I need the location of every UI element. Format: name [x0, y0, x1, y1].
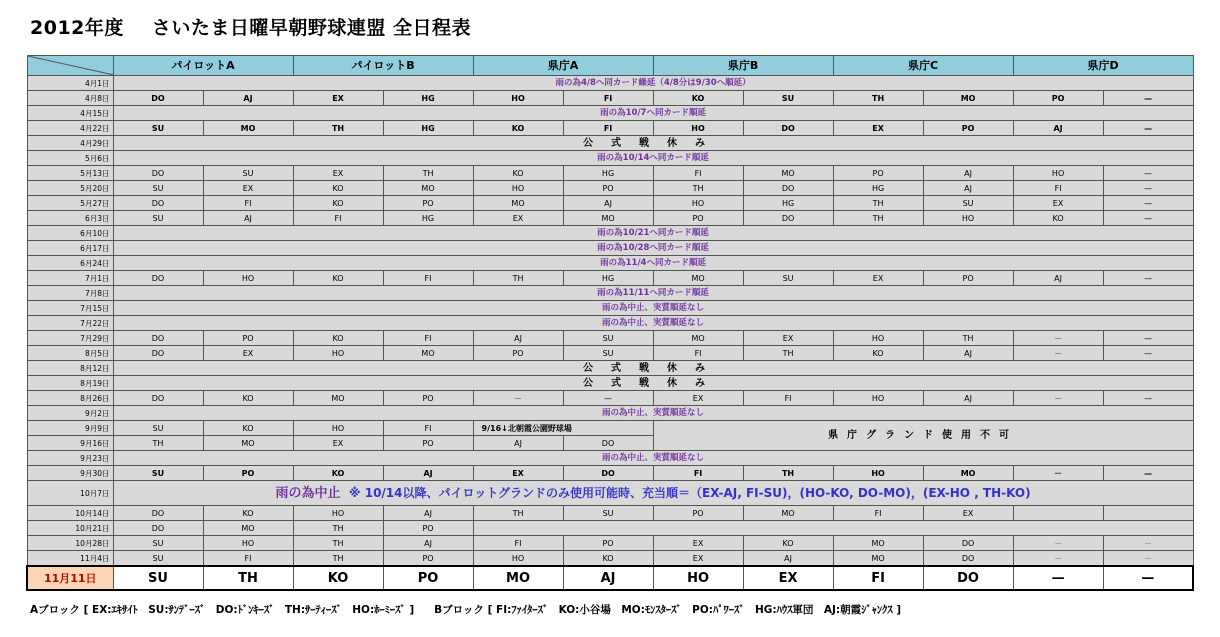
schedule-row: [27, 91, 1193, 106]
date-cell: 5月20日: [27, 181, 113, 196]
matchup-cell: EX: [833, 271, 923, 286]
matchup-cell: HO: [1013, 166, 1103, 181]
date-cell: 9月23日: [27, 451, 113, 466]
matchup-cell: FI: [383, 421, 473, 436]
matchup-cell: KO: [293, 196, 383, 211]
matchup-cell: FI: [473, 536, 563, 551]
matchup-cell: －: [1013, 346, 1103, 361]
schedule-row: [27, 181, 1193, 196]
matchup-cell: TH: [293, 551, 383, 567]
matchup-cell: AJ: [923, 346, 1013, 361]
matchup-cell: DO: [743, 211, 833, 226]
matchup-cell: MO: [473, 196, 563, 211]
schedule-row: [27, 226, 1193, 241]
matchup-cell: KO: [833, 346, 923, 361]
schedule-row: [27, 536, 1193, 551]
matchup-cell: PO: [383, 566, 473, 590]
matchup-cell: AJ: [743, 551, 833, 567]
date-cell: 8月5日: [27, 346, 113, 361]
matchup-cell: DO: [113, 391, 203, 406]
matchup-cell: KO: [563, 551, 653, 567]
header-team: パイロットB: [293, 56, 473, 76]
matchup-cell: EX: [743, 566, 833, 590]
date-cell: 10月21日: [27, 521, 113, 536]
date-cell: 6月10日: [27, 226, 113, 241]
header-team: パイロットA: [113, 56, 293, 76]
matchup-cell: －: [1013, 551, 1103, 567]
matchup-cell: AJ: [473, 331, 563, 346]
date-cell: 6月3日: [27, 211, 113, 226]
matchup-cell: FI: [203, 551, 293, 567]
matchup-cell: HO: [473, 551, 563, 567]
matchup-cell: FI: [563, 121, 653, 136]
schedule-row: [27, 271, 1193, 286]
matchup-cell: HO: [293, 346, 383, 361]
matchup-cell: MO: [653, 331, 743, 346]
matchup-cell: SU: [923, 196, 1013, 211]
schedule-row: [27, 106, 1193, 121]
schedule-row: [27, 241, 1193, 256]
header-row: [27, 56, 1193, 76]
matchup-cell: HO: [653, 121, 743, 136]
rain-message: 雨の為10/28へ同カード順延: [113, 241, 1193, 256]
matchup-cell: TH: [833, 91, 923, 106]
matchup-cell: EX: [923, 506, 1013, 521]
matchup-cell: EX: [653, 551, 743, 567]
matchup-cell: KO: [473, 121, 563, 136]
matchup-cell: HO: [293, 506, 383, 521]
matchup-cell: HO: [293, 421, 383, 436]
matchup-cell: DO: [113, 331, 203, 346]
date-cell: 6月24日: [27, 256, 113, 271]
matchup-cell: FI: [743, 391, 833, 406]
matchup-cell: —: [1103, 391, 1193, 406]
date-cell: 8月26日: [27, 391, 113, 406]
schedule-table: [26, 55, 1194, 591]
matchup-cell: DO: [113, 271, 203, 286]
matchup-cell: HO: [833, 331, 923, 346]
matchup-cell: SU: [563, 331, 653, 346]
matchup-cell: SU: [113, 421, 203, 436]
matchup-cell: KO: [473, 166, 563, 181]
matchup-cell: MO: [383, 346, 473, 361]
matchup-cell: —: [563, 391, 653, 406]
matchup-cell: DO: [563, 436, 653, 451]
no-game-message: 公式戦休み: [113, 376, 1193, 391]
title-year: 2012年度: [30, 17, 124, 39]
matchup-cell: —: [1103, 566, 1193, 590]
date-cell: 5月6日: [27, 151, 113, 166]
matchup-cell: MO: [653, 271, 743, 286]
schedule-row: [27, 196, 1193, 211]
date-cell: 10月14日: [27, 506, 113, 521]
matchup-cell: －: [1103, 551, 1193, 567]
date-cell: 7月8日: [27, 286, 113, 301]
matchup-cell: FI: [833, 566, 923, 590]
matchup-cell: SU: [203, 166, 293, 181]
matchup-cell: TH: [743, 466, 833, 481]
schedule-row: [27, 151, 1193, 166]
matchup-cell: MO: [473, 566, 563, 590]
date-cell: 7月29日: [27, 331, 113, 346]
matchup-cell: KO: [293, 271, 383, 286]
matchup-cell: EX: [653, 536, 743, 551]
matchup-cell: MO: [743, 506, 833, 521]
legend-b-block: Bブロック [ FI:ﾌｧｲﾀｰｽﾞ KO:小谷場 MO:ﾓﾝｽﾀｰｽﾞ PO:ﾊﾟﾜｰｽﾞ HG:ﾊｳｽ軍団 AJ:朝霞ｼﾞｬﾝｸｽ ]: [434, 604, 902, 616]
matchup-cell: MO: [563, 211, 653, 226]
matchup-cell: HO: [203, 271, 293, 286]
matchup-cell: MO: [293, 391, 383, 406]
matchup-cell: PO: [203, 466, 293, 481]
matchup-cell: PO: [833, 166, 923, 181]
header-team: 県庁D: [1013, 56, 1193, 76]
matchup-cell: HO: [203, 536, 293, 551]
cancel-notice: [113, 481, 1193, 506]
schedule-row: [27, 346, 1193, 361]
title-league: さいたま日曜早朝野球連盟 全日程表: [151, 17, 472, 39]
matchup-cell: KO: [293, 331, 383, 346]
matchup-cell: —: [1103, 166, 1193, 181]
matchup-cell: HO: [833, 466, 923, 481]
matchup-cell: AJ: [383, 536, 473, 551]
rain-message: 雨の為11/4へ同カード順延: [113, 256, 1193, 271]
schedule-row: [27, 211, 1193, 226]
matchup-cell: PO: [563, 536, 653, 551]
matchup-cell: TH: [833, 196, 923, 211]
matchup-cell: HG: [383, 91, 473, 106]
matchup-cell: AJ: [923, 391, 1013, 406]
matchup-cell: DO: [113, 166, 203, 181]
matchup-cell: －: [473, 391, 563, 406]
matchup-cell: DO: [743, 181, 833, 196]
schedule-row: [27, 316, 1193, 331]
matchup-cell: SU: [113, 551, 203, 567]
matchup-cell: —: [1103, 211, 1193, 226]
matchup-cell: AJ: [203, 91, 293, 106]
matchup-cell: AJ: [1013, 271, 1103, 286]
matchup-cell: AJ: [473, 436, 563, 451]
matchup-cell: PO: [923, 121, 1013, 136]
matchup-cell: HO: [923, 211, 1013, 226]
matchup-cell: DO: [563, 466, 653, 481]
matchup-cell: HG: [383, 211, 473, 226]
schedule-row: [27, 466, 1193, 481]
matchup-cell: TH: [923, 331, 1013, 346]
empty-cell: [473, 521, 1193, 536]
date-cell: 4月22日: [27, 121, 113, 136]
matchup-cell: TH: [383, 166, 473, 181]
matchup-cell: —: [1103, 331, 1193, 346]
matchup-cell: AJ: [563, 196, 653, 211]
matchup-cell: EX: [473, 466, 563, 481]
matchup-cell: AJ: [383, 466, 473, 481]
date-cell: 11月4日: [27, 551, 113, 567]
matchup-cell: PO: [383, 551, 473, 567]
matchup-cell: —: [1103, 196, 1193, 211]
matchup-cell: MO: [743, 166, 833, 181]
date-cell: 6月17日: [27, 241, 113, 256]
matchup-cell: PO: [473, 346, 563, 361]
matchup-cell: TH: [473, 506, 563, 521]
matchup-cell: TH: [473, 271, 563, 286]
schedule-row: [27, 551, 1193, 567]
matchup-cell: PO: [383, 196, 473, 211]
matchup-cell: TH: [833, 211, 923, 226]
date-cell: 4月8日: [27, 91, 113, 106]
date-cell: 9月2日: [27, 406, 113, 421]
matchup-cell: SU: [743, 91, 833, 106]
matchup-cell: MO: [833, 551, 923, 567]
matchup-cell: FI: [293, 211, 383, 226]
matchup-cell: [1103, 506, 1193, 521]
schedule-row: [27, 121, 1193, 136]
matchup-cell: MO: [203, 121, 293, 136]
matchup-cell: MO: [203, 436, 293, 451]
matchup-cell: EX: [203, 346, 293, 361]
matchup-cell: DO: [923, 566, 1013, 590]
matchup-cell: SU: [563, 346, 653, 361]
matchup-cell: KO: [653, 91, 743, 106]
matchup-cell: TH: [293, 121, 383, 136]
date-cell: 4月1日: [27, 76, 113, 91]
matchup-cell: DO: [923, 551, 1013, 567]
matchup-cell: SU: [113, 211, 203, 226]
date-cell: 9月9日: [27, 421, 113, 436]
matchup-cell: KO: [203, 391, 293, 406]
matchup-cell: PO: [653, 211, 743, 226]
matchup-cell: SU: [563, 506, 653, 521]
matchup-cell: TH: [203, 566, 293, 590]
matchup-cell: HG: [563, 166, 653, 181]
matchup-cell: SU: [743, 271, 833, 286]
matchup-cell: EX: [1013, 196, 1103, 211]
matchup-cell: MO: [203, 521, 293, 536]
matchup-cell: SU: [113, 121, 203, 136]
matchup-cell: SU: [113, 536, 203, 551]
matchup-cell: MO: [833, 536, 923, 551]
date-cell: 9月30日: [27, 466, 113, 481]
spacer: [341, 486, 349, 500]
date-cell: 7月22日: [27, 316, 113, 331]
matchup-cell: —: [1103, 91, 1193, 106]
matchup-cell: —: [1013, 566, 1103, 590]
matchup-cell: DO: [113, 346, 203, 361]
legend: [30, 602, 901, 617]
matchup-cell: FI: [383, 331, 473, 346]
matchup-cell: －: [1013, 331, 1103, 346]
matchup-cell: DO: [743, 121, 833, 136]
date-cell: 7月15日: [27, 301, 113, 316]
matchup-cell: TH: [653, 181, 743, 196]
matchup-cell: —: [1103, 346, 1193, 361]
matchup-cell: HG: [833, 181, 923, 196]
matchup-cell: FI: [653, 346, 743, 361]
venue-note: 9/16↓北朝霞公園野球場: [473, 421, 653, 436]
cancel-notice-detail: ※ 10/14以降、パイロットグランドのみ使用可能時、充当順＝（EX-AJ, FI-SU)，(HO-KO, DO-MO)，(EX-HO , TH-KO): [348, 485, 1031, 500]
rain-message: 雨の為10/21へ同カード順延: [113, 226, 1193, 241]
schedule-row: [27, 421, 1193, 436]
schedule-row: [27, 286, 1193, 301]
matchup-cell: －: [1013, 466, 1103, 481]
matchup-cell: HO: [833, 391, 923, 406]
matchup-cell: AJ: [1013, 121, 1103, 136]
date-cell-final: 11月11日: [27, 566, 113, 590]
matchup-cell: AJ: [383, 506, 473, 521]
matchup-cell: HO: [653, 566, 743, 590]
matchup-cell: HO: [473, 181, 563, 196]
matchup-cell: HG: [743, 196, 833, 211]
rain-message: 雨の為中止、実質順延なし: [113, 406, 1193, 421]
date-cell: 10月7日: [27, 481, 113, 506]
schedule-row: [27, 391, 1193, 406]
matchup-cell: DO: [113, 91, 203, 106]
schedule-row: [27, 331, 1193, 346]
no-game-message: 公式戦休み: [113, 136, 1193, 151]
matchup-cell: EX: [293, 436, 383, 451]
matchup-cell: FI: [653, 166, 743, 181]
schedule-row: [27, 406, 1193, 421]
matchup-cell: HG: [383, 121, 473, 136]
matchup-cell: MO: [923, 91, 1013, 106]
date-cell: 5月27日: [27, 196, 113, 211]
matchup-cell: —: [1103, 121, 1193, 136]
schedule-row: [27, 256, 1193, 271]
matchup-cell: EX: [833, 121, 923, 136]
matchup-cell: PO: [383, 521, 473, 536]
matchup-cell: AJ: [563, 566, 653, 590]
date-cell: 10月28日: [27, 536, 113, 551]
matchup-cell: EX: [293, 91, 383, 106]
matchup-cell: EX: [473, 211, 563, 226]
date-cell: 9月16日: [27, 436, 113, 451]
cancel-notice-label: 雨の為中止: [275, 485, 341, 501]
header-team: 県庁A: [473, 56, 653, 76]
rain-message: 雨の為4/8へ同カード繰延（4/8分は9/30へ順延）: [113, 76, 1193, 91]
matchup-cell: —: [1103, 181, 1193, 196]
matchup-cell: KO: [1013, 211, 1103, 226]
matchup-cell: —: [1103, 271, 1193, 286]
matchup-cell: FI: [653, 466, 743, 481]
date-cell: 5月13日: [27, 166, 113, 181]
schedule-row: [27, 481, 1193, 506]
matchup-cell: FI: [563, 91, 653, 106]
matchup-cell: PO: [383, 436, 473, 451]
matchup-cell: KO: [203, 421, 293, 436]
rain-message: 雨の為中止、実質順延なし: [113, 451, 1193, 466]
matchup-cell: DO: [113, 521, 203, 536]
matchup-cell: SU: [113, 181, 203, 196]
matchup-cell: MO: [923, 466, 1013, 481]
matchup-cell: PO: [383, 391, 473, 406]
no-game-message: 公式戦休み: [113, 361, 1193, 376]
rain-message: 雨の為中止、実質順延なし: [113, 301, 1193, 316]
schedule-body: [27, 56, 1193, 591]
date-cell: 4月15日: [27, 106, 113, 121]
matchup-cell: －: [1013, 536, 1103, 551]
matchup-cell: EX: [293, 166, 383, 181]
schedule-row: [27, 506, 1193, 521]
corner-diagonal-icon: [28, 56, 114, 75]
matchup-cell: DO: [113, 196, 203, 211]
header-team: 県庁B: [653, 56, 833, 76]
matchup-cell: KO: [743, 536, 833, 551]
ground-unavailable-notice: 県庁グランド使用不可: [653, 421, 1193, 451]
matchup-cell: PO: [1013, 91, 1103, 106]
matchup-cell: TH: [743, 346, 833, 361]
matchup-cell: FI: [833, 506, 923, 521]
matchup-cell: KO: [293, 466, 383, 481]
page-title: [30, 13, 471, 40]
rain-message: 雨の為中止、実質順延なし: [113, 316, 1193, 331]
schedule-row: [27, 361, 1193, 376]
schedule-row: [27, 136, 1193, 151]
schedule-row: [27, 301, 1193, 316]
schedule-row: [27, 166, 1193, 181]
date-cell: 8月19日: [27, 376, 113, 391]
matchup-cell: SU: [113, 466, 203, 481]
matchup-cell: FI: [1013, 181, 1103, 196]
matchup-cell: PO: [653, 506, 743, 521]
matchup-cell: KO: [203, 506, 293, 521]
rain-message: 雨の為11/11へ同カード順延: [113, 286, 1193, 301]
matchup-cell: KO: [293, 181, 383, 196]
matchup-cell: HO: [653, 196, 743, 211]
matchup-cell: EX: [203, 181, 293, 196]
date-cell: 4月29日: [27, 136, 113, 151]
date-cell: 8月12日: [27, 361, 113, 376]
rain-message: 雨の為10/14へ同カード順延: [113, 151, 1193, 166]
matchup-cell: FI: [203, 196, 293, 211]
matchup-cell: PO: [203, 331, 293, 346]
matchup-cell: TH: [293, 521, 383, 536]
matchup-cell: TH: [293, 536, 383, 551]
matchup-cell: MO: [383, 181, 473, 196]
matchup-cell: AJ: [923, 166, 1013, 181]
rain-message: 雨の為10/7へ同カード順延: [113, 106, 1193, 121]
matchup-cell: HO: [473, 91, 563, 106]
schedule-row: [27, 376, 1193, 391]
matchup-cell: KO: [293, 566, 383, 590]
matchup-cell: SU: [113, 566, 203, 590]
matchup-cell: －: [1103, 536, 1193, 551]
matchup-cell: DO: [923, 536, 1013, 551]
matchup-cell: DO: [113, 506, 203, 521]
schedule-row-final: [27, 566, 1193, 590]
matchup-cell: —: [1103, 466, 1193, 481]
matchup-cell: [1013, 506, 1103, 521]
matchup-cell: AJ: [203, 211, 293, 226]
schedule-row: [27, 451, 1193, 466]
matchup-cell: AJ: [923, 181, 1013, 196]
schedule-row: [27, 76, 1193, 91]
legend-a-block: Aブロック [ EX:ｴｷｻｲﾄ SU:ｻﾝﾃﾞｰｽﾞ DO:ﾄﾞﾝｷｰｽﾞ TH:ｻｰﾃｨｰｽﾞ HO:ﾎｰﾐｰｽﾞ ]: [30, 604, 415, 616]
matchup-cell: HG: [563, 271, 653, 286]
matchup-cell: EX: [743, 331, 833, 346]
matchup-cell: FI: [383, 271, 473, 286]
matchup-cell: －: [1013, 391, 1103, 406]
header-team: 県庁C: [833, 56, 1013, 76]
date-cell: 7月1日: [27, 271, 113, 286]
matchup-cell: EX: [653, 391, 743, 406]
matchup-cell: PO: [923, 271, 1013, 286]
corner-cell: [27, 56, 113, 76]
matchup-cell: PO: [563, 181, 653, 196]
matchup-cell: TH: [113, 436, 203, 451]
schedule-row: [27, 521, 1193, 536]
